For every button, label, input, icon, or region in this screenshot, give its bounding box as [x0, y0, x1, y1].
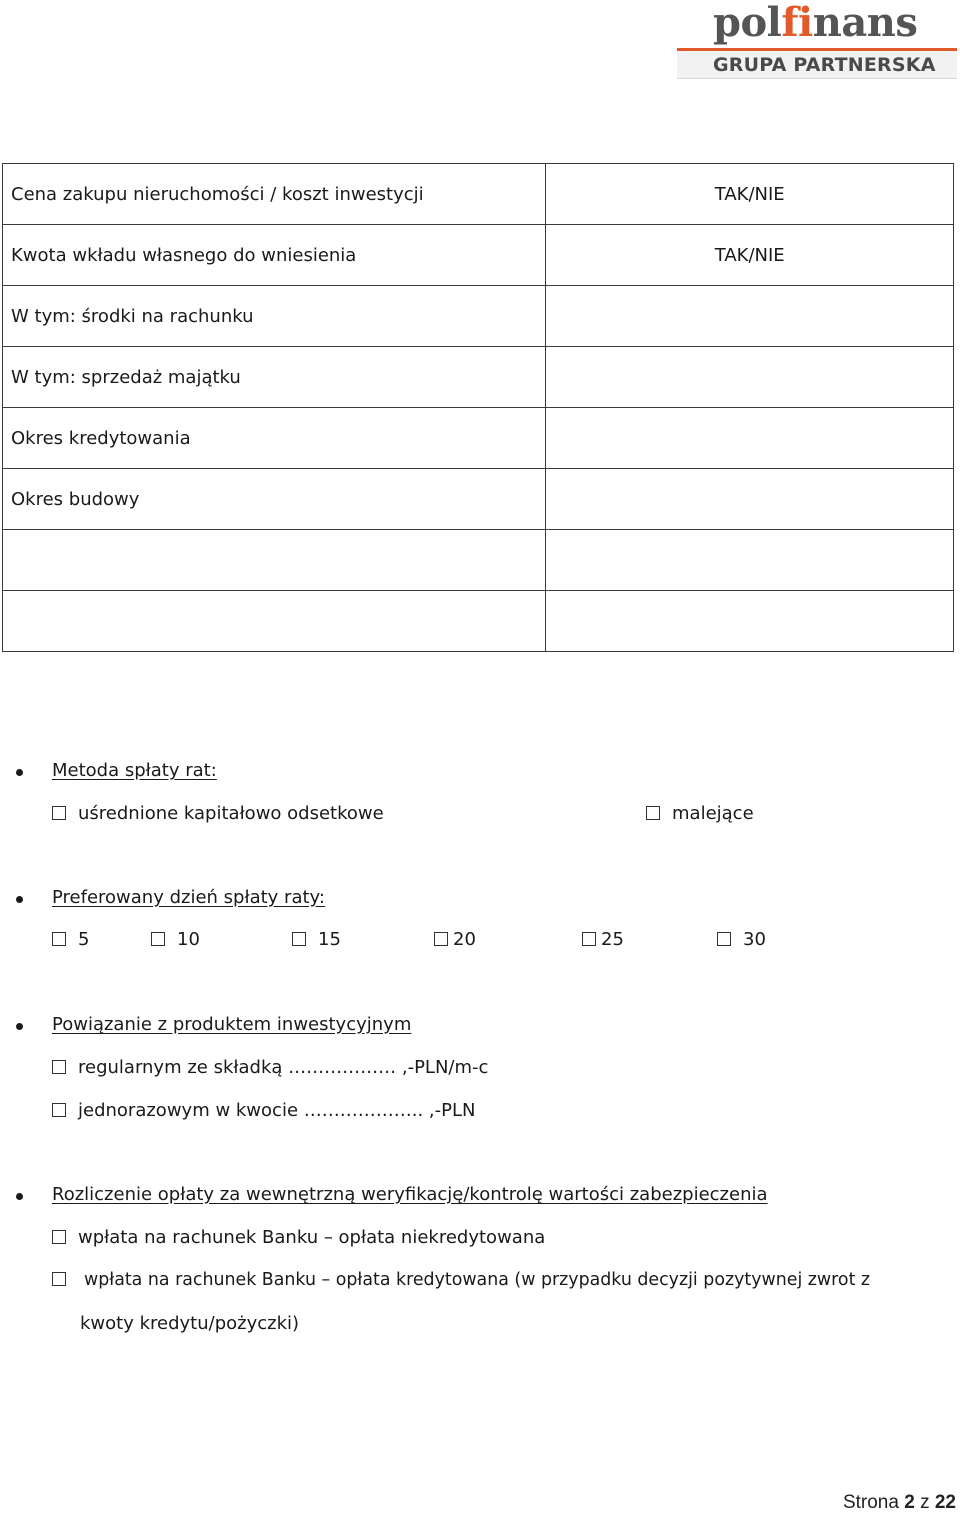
table-row	[3, 164, 954, 225]
table-cell-value[interactable]: TAK/NIE	[546, 225, 954, 286]
table-row	[3, 286, 954, 347]
table-cell-value[interactable]	[546, 591, 954, 652]
checkbox-icon[interactable]	[646, 806, 660, 820]
table-cell-label[interactable]	[3, 530, 546, 591]
table-cell-value[interactable]	[546, 408, 954, 469]
checkbox-icon[interactable]	[52, 806, 66, 820]
loan-parameters-table	[2, 163, 954, 652]
table-cell-label: W tym: sprzedaż majątku	[3, 347, 546, 408]
checkbox-icon[interactable]	[292, 932, 306, 946]
table-row	[3, 530, 954, 591]
option-non-credited-fee[interactable]	[52, 1227, 545, 1248]
page-number: Strona 2 z 22	[842, 1492, 956, 1513]
checkbox-icon[interactable]	[52, 1272, 66, 1286]
table-cell-label[interactable]	[3, 591, 546, 652]
checkbox-icon[interactable]	[151, 932, 165, 946]
checkbox-icon[interactable]	[717, 932, 731, 946]
option-single-amount[interactable]	[52, 1100, 475, 1121]
payday-option-5[interactable]: 5	[52, 929, 89, 950]
table-cell-value[interactable]	[546, 286, 954, 347]
option-decreasing[interactable]	[646, 803, 754, 824]
payday-option-30[interactable]: 30	[717, 929, 766, 950]
option-label: malejące	[672, 803, 754, 824]
checkbox-icon[interactable]	[52, 932, 66, 946]
polfinans-logo	[677, 0, 957, 80]
payday-option-10[interactable]: 10	[151, 929, 200, 950]
table-row	[3, 591, 954, 652]
checkbox-icon[interactable]	[434, 932, 448, 946]
table-row	[3, 408, 954, 469]
table-cell-label: Cena zakupu nieruchomości / koszt inwestycji	[3, 164, 546, 225]
section-title: Preferowany dzień spłaty raty:	[52, 887, 325, 908]
logo-wordmark-area	[677, 0, 957, 50]
table-cell-value[interactable]	[546, 530, 954, 591]
option-continuation: kwoty kredytu/pożyczki)	[80, 1313, 300, 1334]
bullet-icon	[16, 769, 23, 776]
payday-option-20[interactable]: 20	[434, 929, 476, 950]
table-cell-label: Okres budowy	[3, 469, 546, 530]
payday-option-15[interactable]: 15	[292, 929, 341, 950]
section-title: Metoda spłaty rat:	[52, 760, 217, 781]
table-cell-value[interactable]	[546, 469, 954, 530]
bullet-icon	[16, 1193, 23, 1200]
option-label: wpłata na rachunek Banku – opłata niekredytowana	[78, 1227, 546, 1248]
option-averaged[interactable]	[52, 803, 384, 824]
table-cell-value[interactable]: TAK/NIE	[546, 164, 954, 225]
option-label: jednorazowym w kwocie ……………….. ,-PLN	[78, 1100, 476, 1121]
bullet-icon	[16, 1023, 23, 1030]
logo-tagline: GRUPA PARTNERSKA	[713, 54, 936, 76]
table-cell-label: Kwota wkładu własnego do wniesienia	[3, 225, 546, 286]
checkbox-icon[interactable]	[52, 1103, 66, 1117]
table-cell-value[interactable]	[546, 347, 954, 408]
option-credited-fee[interactable]	[52, 1270, 870, 1290]
checkbox-icon[interactable]	[52, 1060, 66, 1074]
option-label: uśrednione kapitałowo odsetkowe	[78, 803, 384, 824]
checkbox-icon[interactable]	[582, 932, 596, 946]
checkbox-icon[interactable]	[52, 1230, 66, 1244]
table-cell-label: W tym: środki na rachunku	[3, 286, 546, 347]
logo-wordmark: polfinans	[713, 0, 918, 46]
section-title: Powiązanie z produktem inwestycyjnym	[52, 1014, 412, 1035]
table-row	[3, 469, 954, 530]
logo-tagline-band	[677, 51, 957, 79]
table-row	[3, 347, 954, 408]
bullet-icon	[16, 896, 23, 903]
payday-option-25[interactable]: 25	[582, 929, 624, 950]
option-label: wpłata na rachunek Banku – opłata kredytowana (w przypadku decyzji pozytywnej zwrot z	[84, 1270, 871, 1290]
table-row	[3, 225, 954, 286]
option-label: regularnym ze składką ……………… ,-PLN/m-c	[78, 1057, 489, 1078]
section-title: Rozliczenie opłaty za wewnętrzną weryfikację/kontrolę wartości zabezpieczenia	[52, 1184, 768, 1205]
table-cell-label: Okres kredytowania	[3, 408, 546, 469]
option-regular-premium[interactable]	[52, 1057, 488, 1078]
